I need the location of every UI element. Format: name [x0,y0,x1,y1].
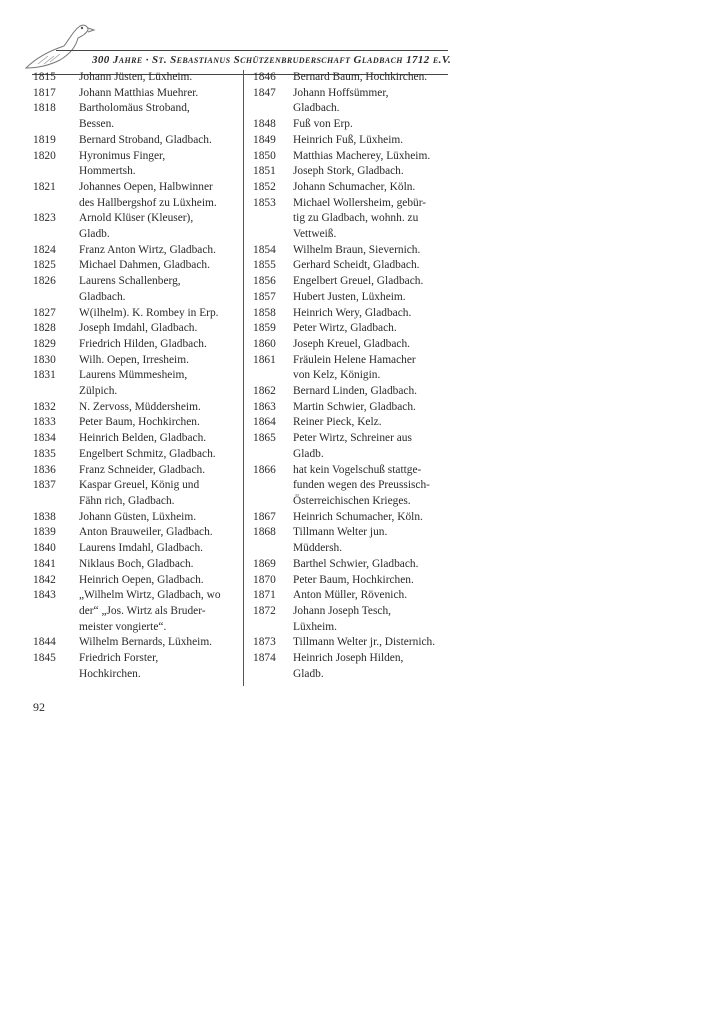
entry-line: Gerhard Scheidt, Gladbach. [293,259,420,272]
list-item [253,573,453,589]
entry-line: Peter Wirtz, Gladbach. [293,322,397,335]
entry-line: Johann Jüsten, Lüxheim. [79,71,193,83]
entry-line: Franz Schneider, Gladbach. [79,463,206,476]
list-item [33,70,243,86]
list-item [33,510,243,526]
entry-year: 1821 [33,180,56,193]
list-item [253,149,453,165]
entry-name [79,306,243,322]
entry-name [293,588,453,604]
entry-name [79,274,243,305]
entry-line: Peter Baum, Hochkirchen. [79,416,200,429]
entry-name [293,651,453,682]
entry-line: Arnold Klüser (Kleuser), [79,212,194,225]
entry-name [79,321,243,337]
entry-year: 1866 [253,463,276,476]
entry-name [79,133,243,149]
entry-year: 1869 [253,557,276,570]
entry-year: 1848 [253,118,276,131]
entry-name [79,353,243,369]
entry-year: 1855 [253,259,276,272]
list-item [253,290,453,306]
entry-name [79,243,243,259]
entry-name [79,211,243,242]
entry-line: Bernard Linden, Gladbach. [293,385,417,398]
list-item [253,258,453,274]
list-item [33,447,243,463]
entry-line: Heinrich Joseph Hilden, [293,652,404,665]
list-item [253,525,453,556]
entry-line: Johann Güsten, Lüxheim. [79,510,197,523]
entry-line: Anton Müller, Rövenich. [293,589,408,602]
entry-line: Anton Brauweiler, Gladbach. [79,526,213,539]
list-item [253,243,453,259]
entry-year: 1870 [253,573,276,586]
list-item [253,353,453,384]
entry-name [293,274,453,290]
list-item [253,164,453,180]
entry-name [79,510,243,526]
entry-year: 1864 [253,416,276,429]
entry-name [293,415,453,431]
list-item [33,525,243,541]
column-divider [243,70,244,686]
entry-year: 1840 [33,542,56,555]
entry-year: 1856 [253,275,276,288]
entry-year: 1858 [253,306,276,319]
entry-line: Tillmann Welter jun. [293,526,388,539]
entry-year: 1867 [253,510,276,523]
entry-line: Tillmann Welter jr., Disternich. [293,636,436,649]
left-column [33,70,243,682]
entry-year: 1831 [33,369,56,382]
entry-name [79,400,243,416]
entry-line: Gladbach. [293,102,340,115]
entry-line: Lüxheim. [293,620,337,633]
entry-year: 1874 [253,652,276,665]
entry-name [79,635,243,651]
entry-year: 1835 [33,447,56,460]
entry-line: Martin Schwier, Gladbach. [293,400,416,413]
entry-name [293,353,453,384]
list-item [253,321,453,337]
entry-year: 1842 [33,573,56,586]
entry-line: Johannes Oepen, Halbwinner [79,180,213,193]
entry-name [293,117,453,133]
entry-year: 1830 [33,353,56,366]
list-item [33,541,243,557]
entry-line: Franz Anton Wirtz, Gladbach. [79,243,216,256]
entry-line: Gladb. [79,228,110,241]
entry-year: 1853 [253,196,276,209]
list-item [33,400,243,416]
entry-line: Vettweiß. [293,228,337,241]
entry-line: meister vongierte“. [79,620,167,633]
entry-name [293,525,453,556]
entry-name [293,573,453,589]
entry-line: Michael Wollersheim, gebür- [293,196,427,209]
entry-year: 1826 [33,275,56,288]
entry-year: 1859 [253,322,276,335]
entry-line: Friedrich Hilden, Gladbach. [79,337,207,350]
entry-name [293,337,453,353]
entry-line: Fuß von Erp. [293,118,353,131]
entry-name [79,447,243,463]
list-item [33,243,243,259]
entry-name [293,557,453,573]
entry-line: Gladb. [293,667,324,680]
entry-line: Zülpich. [79,385,118,398]
list-item [253,133,453,149]
entry-year: 1862 [253,385,276,398]
entry-line: Reiner Pieck, Kelz. [293,416,382,429]
entry-name [293,306,453,322]
right-column [253,70,453,682]
entry-year: 1865 [253,432,276,445]
entry-line: Engelbert Schmitz, Gladbach. [79,447,216,460]
list-item [33,306,243,322]
entry-name [79,525,243,541]
list-item [253,431,453,462]
entry-line: Heinrich Wery, Gladbach. [293,306,412,319]
list-item [33,557,243,573]
entry-line: Gladb. [293,447,324,460]
entry-line: Heinrich Schumacher, Köln. [293,510,423,523]
entry-year: 1849 [253,133,276,146]
list-item [33,258,243,274]
list-item [33,588,243,635]
entry-year: 1832 [33,400,56,413]
list-item [253,415,453,431]
header-title: 300 Jahre · St. Sebastianus Schützenbruderschaft Gladbach 1712 e.V. [92,54,452,66]
entry-line: Laurens Imdahl, Gladbach. [79,542,203,555]
list-item [253,651,453,682]
entry-line: Fähn rich, Gladbach. [79,494,175,507]
list-item [33,635,243,651]
entry-year: 1841 [33,557,56,570]
entry-line: des Hallbergshof zu Lüxheim. [79,196,217,209]
entry-name [79,588,243,635]
entry-year: 1838 [33,510,56,523]
entry-year: 1827 [33,306,56,319]
list-item [33,337,243,353]
list-item [33,368,243,399]
entry-year: 1820 [33,149,56,162]
entry-year: 1828 [33,322,56,335]
entry-year: 1843 [33,589,56,602]
entry-line: Peter Wirtz, Schreiner aus [293,432,412,445]
entry-line: Johann Matthias Muehrer. [79,86,199,99]
header-rule-top [56,50,448,51]
entry-line: Gladbach. [79,290,126,303]
entry-year: 1837 [33,479,56,492]
entry-line: Friedrich Forster, [79,652,159,665]
list-item [253,384,453,400]
entry-name [293,290,453,306]
entry-name [293,604,453,635]
entry-line: Wilh. Oepen, Irresheim. [79,353,189,366]
entry-name [79,463,243,479]
entry-year: 1846 [253,71,276,83]
entry-year: 1823 [33,212,56,225]
list-item [33,101,243,132]
entry-year: 1847 [253,86,276,99]
entry-year: 1857 [253,290,276,303]
entry-name [293,400,453,416]
entry-year: 1863 [253,400,276,413]
entry-year: 1817 [33,86,56,99]
entry-name [79,557,243,573]
entry-name [79,478,243,509]
list-item [253,117,453,133]
entry-line: Johann Hoffsümmer, [293,86,389,99]
entry-line: Heinrich Oepen, Gladbach. [79,573,204,586]
entry-year: 1824 [33,243,56,256]
entry-year: 1833 [33,416,56,429]
entry-name [79,258,243,274]
list-item [33,463,243,479]
entry-line: Joseph Kreuel, Gladbach. [293,337,411,350]
list-item [33,478,243,509]
entry-year: 1834 [33,432,56,445]
entry-name [293,149,453,165]
entry-line: Fräulein Helene Hamacher [293,353,416,366]
entry-name [79,368,243,399]
entry-line: Bernard Stroband, Gladbach. [79,133,212,146]
entry-line: funden wegen des Preussisch- [293,479,430,492]
list-item [253,86,453,117]
list-item [33,133,243,149]
entry-line: Bessen. [79,118,115,131]
entry-line: „Wilhelm Wirtz, Gladbach, wo [79,589,221,602]
entry-line: Österreichischen Krieges. [293,494,411,507]
entry-line: Wilhelm Braun, Sievernich. [293,243,421,256]
entry-line: von Kelz, Königin. [293,369,381,382]
entry-line: Laurens Mümmesheim, [79,369,188,382]
list-item [253,463,453,510]
entry-name [79,101,243,132]
entry-line: Heinrich Belden, Gladbach. [79,432,207,445]
entry-name [79,573,243,589]
page-number: 92 [33,700,45,714]
entry-name [293,133,453,149]
list-item [253,180,453,196]
entry-line: Heinrich Fuß, Lüxheim. [293,133,404,146]
entry-line: Joseph Stork, Gladbach. [293,165,404,178]
entry-year: 1861 [253,353,276,366]
entry-year: 1872 [253,604,276,617]
entry-line: Niklaus Boch, Gladbach. [79,557,194,570]
list-item [33,415,243,431]
entry-line: Wilhelm Bernards, Lüxheim. [79,636,213,649]
list-item [33,573,243,589]
entry-year: 1845 [33,652,56,665]
entry-line: Joseph Imdahl, Gladbach. [79,322,198,335]
list-item [33,211,243,242]
list-item [253,196,453,243]
entry-name [79,651,243,682]
list-item [33,180,243,211]
entry-name [79,431,243,447]
entry-year: 1829 [33,337,56,350]
entry-year: 1871 [253,589,276,602]
entry-line: Engelbert Greuel, Gladbach. [293,275,424,288]
entry-line: W(ilhelm). K. Rombey in Erp. [79,306,219,319]
entry-line: Michael Dahmen, Gladbach. [79,259,210,272]
entry-name [293,510,453,526]
page-header [18,16,452,66]
entry-name [293,164,453,180]
entry-name [293,86,453,117]
entry-name [293,196,453,243]
entry-year: 1825 [33,259,56,272]
entry-name [293,635,453,651]
list-item [253,604,453,635]
list-item [253,337,453,353]
list-item [253,510,453,526]
entry-year: 1819 [33,133,56,146]
entry-name [79,86,243,102]
entry-year: 1868 [253,526,276,539]
list-item [33,321,243,337]
entry-name [79,149,243,180]
entry-line: hat kein Vogelschuß stattge- [293,463,422,476]
entry-name [293,258,453,274]
list-item [33,431,243,447]
entry-name [79,337,243,353]
entry-name [293,180,453,196]
entry-name [79,541,243,557]
entry-line: Kaspar Greuel, König und [79,479,200,492]
entry-year: 1836 [33,463,56,476]
entry-year: 1854 [253,243,276,256]
entry-line: Hommertsh. [79,165,136,178]
entry-line: Bartholomäus Stroband, [79,102,190,115]
entry-year: 1839 [33,526,56,539]
entry-year: 1852 [253,180,276,193]
entry-name [79,415,243,431]
list-item [33,353,243,369]
entry-line: Matthias Macherey, Lüxheim. [293,149,431,162]
list-item [33,651,243,682]
entry-line: N. Zervoss, Müddersheim. [79,400,201,413]
list-item [33,86,243,102]
entry-name [79,70,243,86]
list-item [33,149,243,180]
list-item [253,557,453,573]
entry-line: Peter Baum, Hochkirchen. [293,573,414,586]
entry-line: Hubert Justen, Lüxheim. [293,290,406,303]
entry-name [79,180,243,211]
entry-name [293,243,453,259]
entry-name [293,321,453,337]
list-item [253,400,453,416]
entry-name [293,431,453,462]
list-item [253,70,453,86]
entry-line: Laurens Schallenberg, [79,275,181,288]
entry-name [293,463,453,510]
list-item [253,274,453,290]
entry-year: 1844 [33,636,56,649]
entry-line: Johann Schumacher, Köln. [293,180,416,193]
entry-line: der“ „Jos. Wirtz als Bruder- [79,604,206,617]
entry-line: Hochkirchen. [79,667,141,680]
entry-name [293,70,453,86]
entry-line: Bernard Baum, Hochkirchen. [293,71,428,83]
list-item [253,635,453,651]
list-item [33,274,243,305]
bird-icon [18,16,98,76]
entry-year: 1850 [253,149,276,162]
entry-year: 1851 [253,165,276,178]
entry-year: 1873 [253,636,276,649]
entry-line: tig zu Gladbach, wohnh. zu [293,212,419,225]
entry-line: Johann Joseph Tesch, [293,604,392,617]
entry-line: Barthel Schwier, Gladbach. [293,557,419,570]
entry-year: 1818 [33,102,56,115]
entry-name [293,384,453,400]
entry-line: Hyronimus Finger, [79,149,166,162]
entry-year: 1860 [253,337,276,350]
entry-line: Müddersh. [293,542,343,555]
list-item [253,588,453,604]
entry-year: 1815 [33,71,56,83]
list-item [253,306,453,322]
